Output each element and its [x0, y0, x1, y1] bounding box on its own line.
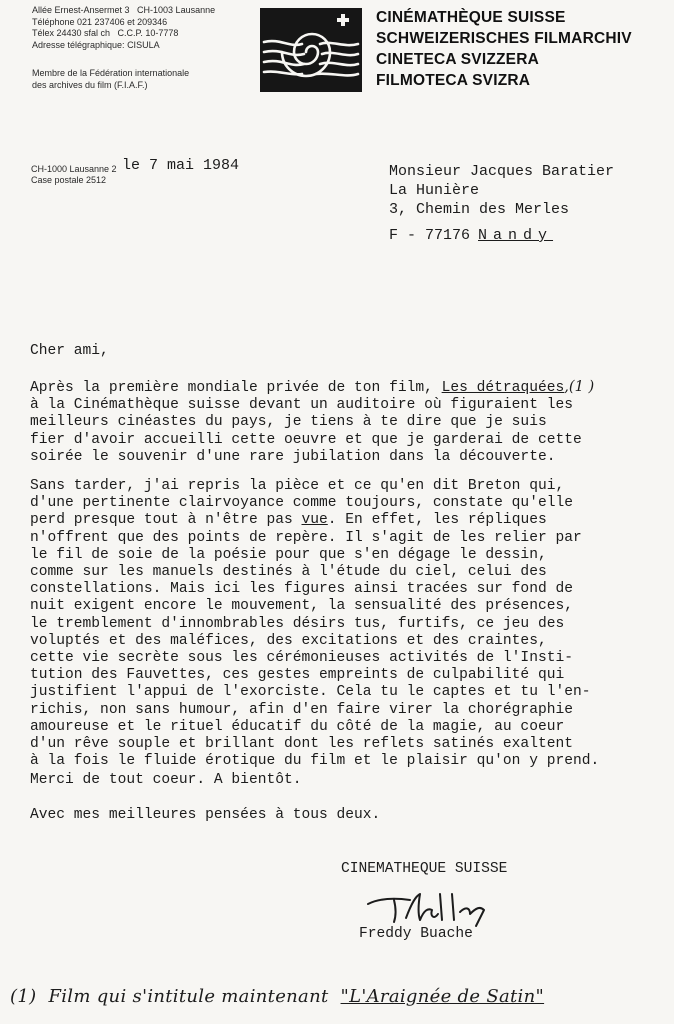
- recipient-name: Monsieur Jacques Baratier: [389, 163, 615, 180]
- name-french: CINÉMATHÈQUE SUISSE: [376, 9, 566, 26]
- postal-place: [31, 164, 117, 186]
- spiral-swiss-cross-icon: [260, 8, 362, 92]
- text-run: perd presque tout à n'être pas: [30, 512, 302, 529]
- handwritten-signature: [366, 888, 494, 928]
- postbox-line: Case postale 2512: [31, 175, 107, 185]
- recipient-postcode-city: [389, 227, 553, 244]
- paragraph-line: nuit exigent encore le mouvement, la sensualité des présences,: [30, 598, 573, 615]
- sender-address: [32, 5, 215, 51]
- paragraph-line: tution des Fauvettes, ces gestes empreints de culpabilité qui: [30, 667, 565, 684]
- film-title: Les détraquées: [441, 380, 565, 396]
- name-german: SCHWEIZERISCHES FILMARCHIV: [376, 30, 632, 47]
- fiaf-line: des archives du film (F.I.A.F.): [32, 79, 148, 90]
- paragraph-line: à la fois le fluide érotique du film et le plaisir qu'on y prend.: [30, 753, 600, 770]
- phone-line: Téléphone 021 237406 et 209346: [32, 16, 168, 27]
- text-run: . En effet, les répliques: [327, 512, 547, 529]
- paragraph-line: meilleurs cinéastes du pays, je tiens à te dire que je suis: [30, 414, 547, 431]
- telegraph-line: Adresse télégraphique: CISULA: [32, 39, 160, 50]
- paragraph-line: d'une pertinente clairvoyance comme toujours, constate qu'elle: [30, 495, 573, 512]
- signature-institution: CINEMATHEQUE SUISSE: [341, 861, 508, 877]
- cinematheque-logo: [260, 8, 362, 92]
- paragraph-line: justifient l'appui de l'exorciste. Cela tu le captes et tu l'en-: [30, 684, 591, 701]
- paragraph-1: [30, 378, 594, 466]
- telex-line: Télex 24430 sfal ch C.C.P. 10-7778: [32, 28, 179, 39]
- paragraph-line: [30, 378, 594, 397]
- paragraph-line: n'offrent que des points de repère. Il s'agit de les relier par: [30, 529, 582, 546]
- paragraph-line: d'un rêve souple et brillant dont les reflets satinés exaltent: [30, 736, 573, 753]
- salutation: Cher ami,: [30, 343, 109, 359]
- handwritten-footnote: [10, 986, 544, 1007]
- underlined-word: vue: [301, 512, 328, 529]
- paragraph-line: fier d'avoir accueilli cette oeuvre et que je garderai de cette: [30, 431, 582, 448]
- address-line: Allée Ernest-Ansermet 3 CH-1003 Lausanne: [32, 5, 216, 15]
- name-romansh: FILMOTECA SVIZRA: [376, 72, 531, 89]
- closing-line: Avec mes meilleures pensées à tous deux.: [30, 807, 381, 823]
- city: Nandy: [478, 227, 554, 244]
- footnote-text: (1) Film qui s'intitule maintenant: [10, 986, 341, 1007]
- paragraph-line: le fil de soie de la poésie pour que s'en dégage le dessin,: [30, 546, 547, 563]
- text-run: Après la première mondiale privée de ton film,: [30, 380, 442, 396]
- paragraph-line: le tremblement d'innombrables désirs tus, furtifs, ce jeu des: [30, 615, 565, 632]
- paragraph-line: voluptés et des maléfices, des excitations et des craintes,: [30, 632, 547, 649]
- paragraph-line: Sans tarder, j'ai repris la pièce et ce qu'en dit Breton qui,: [30, 478, 565, 494]
- paragraph-line: comme sur les manuels destinés à l'étude du ciel, celui des: [30, 564, 547, 581]
- name-italian: CINETECA SVIZZERA: [376, 51, 540, 68]
- place-line: CH-1000 Lausanne 2: [31, 164, 117, 174]
- paragraph-line: soirée le souvenir d'une rare jubilation dans la découverte.: [30, 448, 556, 465]
- fiaf-membership: [32, 68, 189, 91]
- paragraph-line: à la Cinémathèque suisse devant un auditoire où figuraient les: [30, 397, 573, 414]
- paragraph-2: [30, 478, 599, 770]
- fiaf-line: Membre de la Fédération internationale: [32, 68, 190, 78]
- paragraph-line: cette vie secrète sous les cérémonieuses activités de l'Insti-: [30, 650, 573, 667]
- paragraph-line: constellations. Mais ici les figures ainsi tracées sur fond de: [30, 581, 573, 598]
- letter-date: le 7 mai 1984: [122, 157, 240, 174]
- footnote-mark: ,(1 ): [564, 378, 595, 395]
- postcode: F - 77176: [389, 227, 471, 244]
- signer-name: Freddy Buache: [359, 926, 473, 942]
- thanks-line: Merci de tout coeur. A bientôt.: [30, 772, 302, 788]
- new-film-title: "L'Araignée de Satin": [340, 986, 545, 1007]
- institution-names: [376, 7, 632, 91]
- paragraph-line: richis, non sans humour, afin d'en faire virer la chorégraphie: [30, 701, 573, 718]
- recipient-address: [389, 162, 614, 219]
- recipient-street: 3, Chemin des Merles: [389, 201, 570, 218]
- recipient-line: La Hunière: [389, 182, 480, 199]
- paragraph-line: [30, 512, 599, 529]
- paragraph-line: amoureuse et le rituel éducatif du côté de la magie, au coeur: [30, 718, 565, 735]
